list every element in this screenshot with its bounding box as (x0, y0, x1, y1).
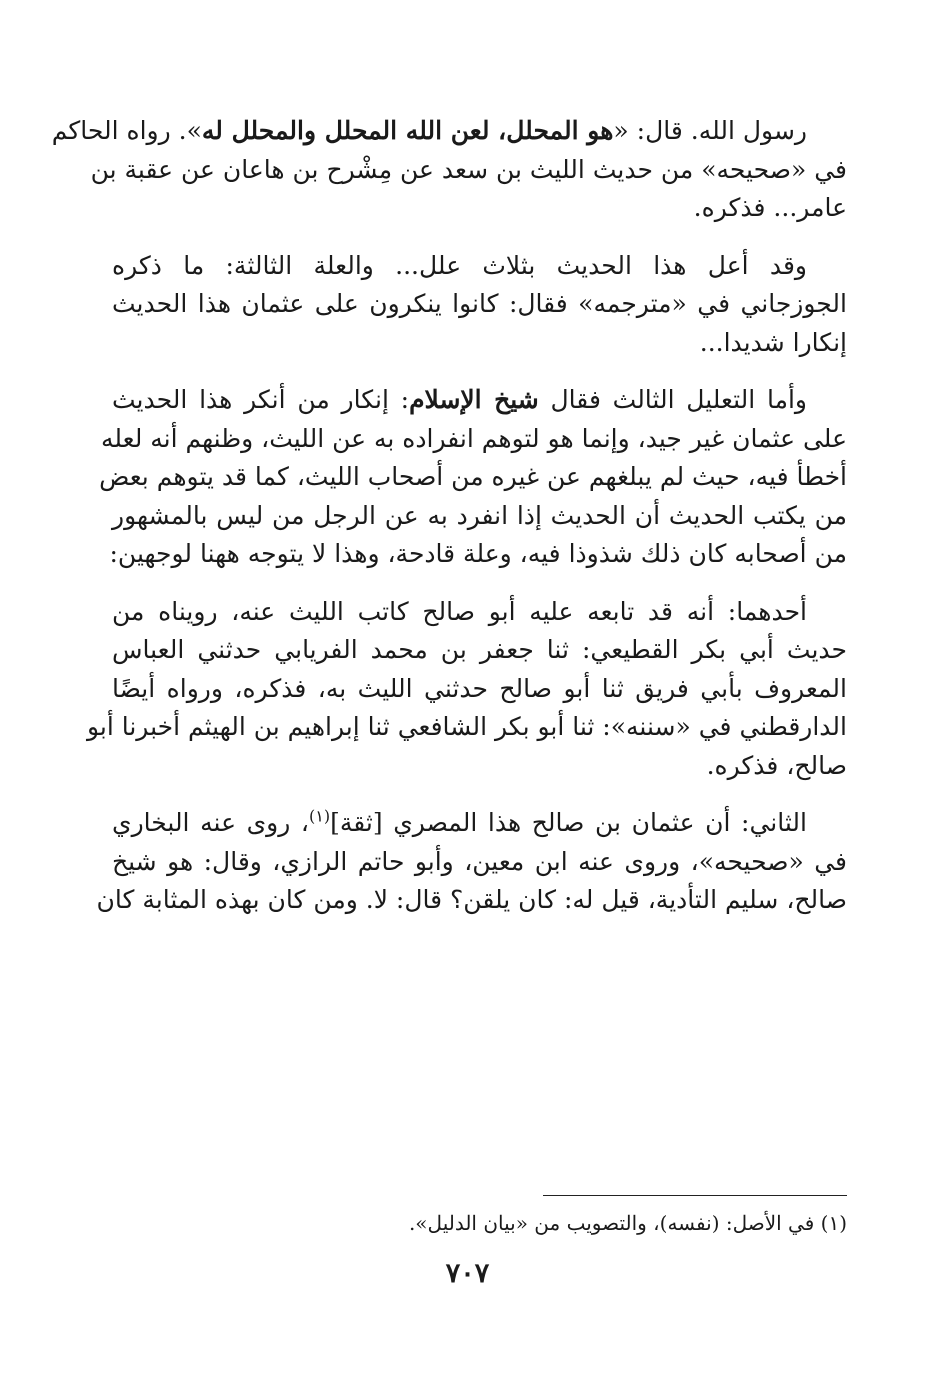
text-run: من يكتب الحديث أن الحديث إذا انفرد به عن الرجل من ليس بالمشهور (112, 500, 847, 530)
bold-text: شيخ الإسلام (409, 385, 539, 414)
text-run: حديث أبي بكر القطيعي: ثنا جعفر بن محمد الفريابي حدثني العباس (112, 635, 847, 664)
text-line (86, 708, 847, 747)
text-run: صالح، سليم التأدية، قيل له: كان يلقن؟ قال: لا. ومن كان بهذه المثابة كان (96, 885, 847, 914)
paragraph (96, 804, 847, 920)
text-run: عامر... فذكره. (693, 193, 847, 222)
text-line (112, 285, 847, 324)
text-line (112, 381, 847, 420)
text-line (109, 535, 847, 574)
paragraph (86, 593, 847, 786)
text-run: أحدهما: أنه قد تابعه عليه أبو صالح كاتب الليث عنه، رويناه من (112, 596, 807, 626)
text-run: المعروف بأبي فريق ثنا أبو صالح حدثني الليث به، فذكره، ورواه أيضًا (112, 673, 847, 703)
text-run: ». رواه الحاكم (51, 116, 202, 145)
text-run: على عثمان غير جيد، وإنما هو لتوهم انفراده به عن الليث، وظنهم أنه لعله (100, 423, 847, 453)
footnote: (١) في الأصل: (نفسه)، والتصويب من «بيان الدليل». (408, 1211, 847, 1235)
text-run: وأما التعليل الثالث فقال (538, 385, 807, 414)
text-line (100, 420, 847, 459)
text-line (112, 670, 847, 709)
text-line (112, 631, 847, 670)
text-line (112, 247, 847, 286)
text-line (51, 112, 847, 151)
text-line (99, 458, 847, 497)
text-run: الجوزجاني في «مترجمه» فقال: كانوا ينكرون على عثمان هذا الحديث (112, 289, 847, 318)
text-line (90, 151, 847, 190)
paragraph (99, 381, 847, 574)
footnote-separator (543, 1195, 847, 1196)
text-run: : إنكار من أنكر هذا الحديث (112, 385, 410, 414)
text-line (112, 804, 847, 843)
text-line (112, 497, 847, 536)
text-line (112, 324, 847, 363)
text-line (112, 747, 847, 786)
text-run: في «صحيحه»، وروى عنه ابن معين، وأبو حاتم الرازي، وقال: هو شيخ (112, 846, 847, 876)
text-run: الثاني: أن عثمان بن صالح هذا المصري [ثقة] (330, 808, 807, 837)
footnote-reference: (١) (309, 806, 331, 826)
bold-text: هو المحلل، لعن الله المحلل والمحلل له (201, 116, 614, 145)
main-text (51, 112, 847, 939)
text-run: إنكارا شديدا... (699, 327, 847, 357)
text-line (112, 593, 847, 632)
text-run: ، روى عنه البخاري (112, 808, 310, 837)
text-run: رسول الله. قال: « (613, 116, 807, 145)
page-number: ٧٠٧ (445, 1258, 490, 1289)
text-run: صالح، فذكره. (706, 750, 847, 780)
text-line (112, 189, 847, 228)
paragraph (112, 247, 847, 363)
text-run: أخطأ فيه، حيث لم يبلغهم عن غيره من أصحاب الليث، كما قد يتوهم بعض (99, 462, 847, 491)
paragraph (51, 112, 847, 228)
text-line (96, 881, 847, 920)
text-line (112, 843, 847, 882)
text-run: في «صحيحه» من حديث الليث بن سعد عن مِشْرح بن هاعان عن عقبة بن (90, 154, 847, 184)
text-run: وقد أعل هذا الحديث بثلاث علل... والعلة الثالثة: ما ذكره (112, 250, 807, 280)
text-run: الدارقطني في «سننه»: ثنا أبو بكر الشافعي ثنا إبراهيم بن الهيثم أخبرنا أبو (86, 712, 847, 741)
text-run: من أصحابه كان ذلك شذوذا فيه، وعلة قادحة، وهذا لا يتوجه ههنا لوجهين: (109, 539, 847, 568)
